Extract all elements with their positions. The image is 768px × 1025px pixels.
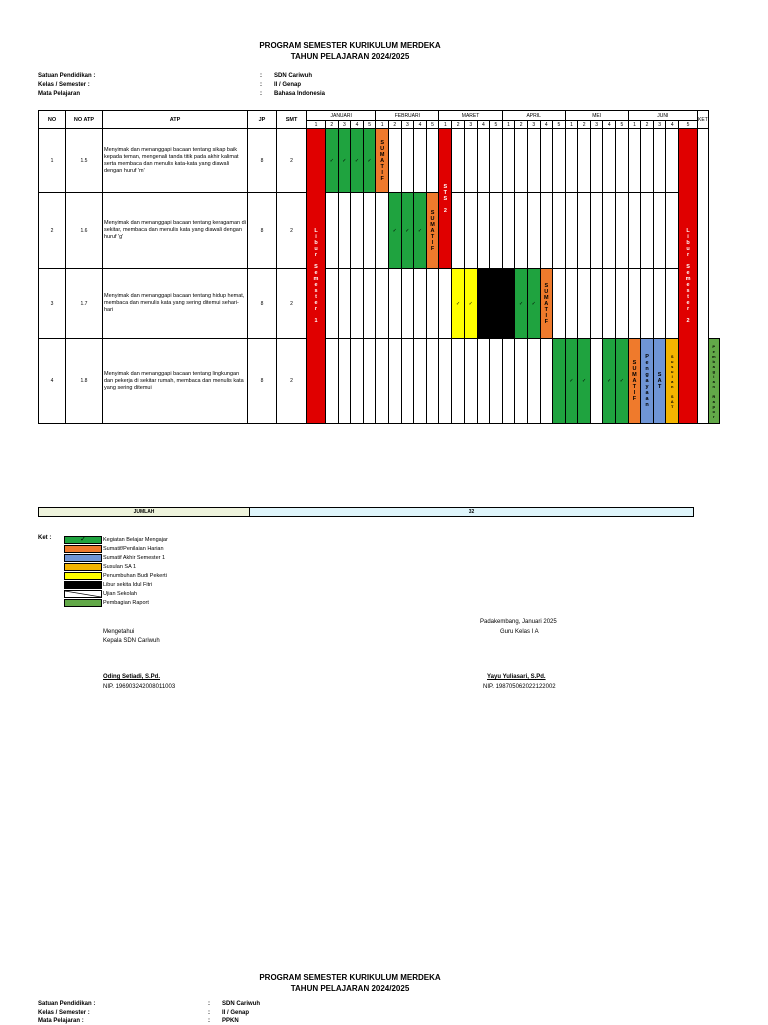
week-number: 5	[490, 121, 503, 129]
week-number: 5	[616, 121, 629, 129]
empty-cell	[477, 193, 490, 269]
empty-cell	[490, 129, 503, 193]
week-number: 3	[527, 121, 540, 129]
legend-text: Penumbuhan Budi Pekerti	[103, 572, 167, 579]
empty-cell	[565, 193, 578, 269]
empty-cell	[338, 193, 351, 269]
empty-cell	[477, 339, 490, 424]
empty-cell	[452, 339, 465, 424]
row-smt: 2	[277, 193, 307, 269]
head-role: Kepala SDN Cariwuh	[103, 638, 160, 644]
footer-info-label: Kelas / Semester :	[38, 1010, 90, 1016]
row-atp: Menyimak dan menanggapi bacaan tentang sikap baik kepada teman, mengenali tanda titik pada akhir kalimat serta membaca dan menulis kata-kata yang diawali dengan huruf 'm'	[103, 129, 248, 193]
empty-cell	[553, 193, 566, 269]
empty-cell	[502, 129, 515, 193]
empty-cell	[388, 129, 401, 193]
empty-cell	[388, 269, 401, 339]
empty-cell	[666, 129, 679, 193]
kbm-cell: ✓	[351, 129, 364, 193]
empty-cell	[338, 269, 351, 339]
week-number: 1	[502, 121, 515, 129]
empty-cell	[641, 129, 654, 193]
empty-cell	[502, 339, 515, 424]
kbm-cell: ✓	[388, 193, 401, 269]
empty-cell	[565, 129, 578, 193]
legend-text: Libur sekita Idul Fitri	[103, 581, 153, 588]
sumatif-text: SUMATIF	[379, 139, 386, 182]
total-row	[38, 507, 694, 517]
legend-text: Ujian Sekolah	[103, 590, 137, 597]
empty-cell	[540, 129, 553, 193]
legend-swatch	[64, 572, 102, 580]
week-number: 4	[603, 121, 616, 129]
empty-cell	[351, 269, 364, 339]
empty-cell	[363, 193, 376, 269]
empty-cell	[326, 193, 339, 269]
row-smt: 2	[277, 339, 307, 424]
info-label-subject: Mata Pelajaran	[38, 91, 81, 97]
empty-cell	[616, 129, 629, 193]
known-label: Mengetahui	[103, 629, 135, 635]
empty-cell	[401, 269, 414, 339]
row-smt: 2	[277, 129, 307, 193]
week-number: 3	[590, 121, 603, 129]
budi-pekerti-cell: ✓	[452, 269, 465, 339]
kbm-cell: ✓	[527, 269, 540, 339]
week-number: 2	[326, 121, 339, 129]
teacher-nip: NIP. 198705062022122002	[483, 684, 556, 690]
week-number: 2	[515, 121, 528, 129]
week-number: 1	[565, 121, 578, 129]
empty-cell	[553, 129, 566, 193]
susulan-sat-cell	[666, 339, 679, 424]
empty-cell	[628, 129, 641, 193]
legend-item	[64, 580, 168, 589]
week-number: 5	[363, 121, 376, 129]
week-number: 5	[679, 121, 698, 129]
footer-subtitle: TAHUN PELAJARAN 2024/2025	[290, 984, 410, 993]
sts-text: STS 2	[442, 183, 449, 214]
row-no: 2	[39, 193, 66, 269]
pembagian-rapor-cell	[708, 339, 719, 424]
footer-info-label: Satuan Pendidikan :	[38, 1001, 96, 1007]
empty-cell	[641, 193, 654, 269]
legend-item	[64, 562, 168, 571]
empty-cell	[653, 269, 666, 339]
teacher-name: Yayu Yuliasari, S.Pd.	[487, 674, 546, 680]
kbm-cell: ✓	[565, 339, 578, 424]
kbm-cell: ✓	[338, 129, 351, 193]
empty-cell	[666, 193, 679, 269]
empty-cell	[490, 193, 503, 269]
legend-swatch	[64, 581, 102, 589]
empty-cell	[414, 339, 427, 424]
month-header: JUNI	[628, 111, 697, 121]
empty-cell	[401, 129, 414, 193]
empty-cell	[653, 193, 666, 269]
empty-cell	[578, 129, 591, 193]
sumatif-cell	[628, 339, 641, 424]
legend-item	[64, 535, 168, 544]
empty-cell	[363, 339, 376, 424]
legend-text: Susulan SA 1	[103, 563, 137, 570]
row-atp: Menyimak dan menanggapi bacaan tentang lingkungan dan pekerja di sekitar rumah, membaca dan menulis kata yang sering ditemui	[103, 339, 248, 424]
empty-cell	[540, 193, 553, 269]
legend-item	[64, 598, 168, 607]
empty-cell	[590, 269, 603, 339]
empty-cell	[578, 269, 591, 339]
week-number: 2	[578, 121, 591, 129]
total-label: JUMLAH	[39, 508, 250, 516]
sat-text: SAT	[656, 372, 663, 390]
sumatif-text: SUMATIF	[429, 209, 436, 252]
legend-item	[64, 589, 168, 598]
empty-cell	[628, 269, 641, 339]
empty-cell	[603, 129, 616, 193]
row-jp: 8	[248, 193, 277, 269]
empty-cell	[616, 193, 629, 269]
info-label-class: Kelas / Semester :	[38, 82, 90, 88]
header-ket: KET	[698, 111, 709, 129]
footer-title: PROGRAM SEMESTER KURIKULUM MERDEKA	[259, 973, 441, 982]
week-number: 1	[376, 121, 389, 129]
legend-text: Sumatif Akhir Semester 1	[103, 554, 166, 561]
table-row	[39, 193, 720, 269]
legend-swatch	[64, 599, 102, 607]
empty-cell	[540, 339, 553, 424]
legend-text: Kegiatan Belajar Mengajar	[103, 536, 168, 543]
week-number: 1	[628, 121, 641, 129]
sumatif-text: SUMATIF	[631, 360, 638, 402]
info-colon: :	[260, 91, 262, 97]
header-no-atp: NO ATP	[66, 111, 103, 129]
header-atp: ATP	[103, 111, 248, 129]
footer-info-colon: :	[208, 1018, 210, 1024]
row-jp: 8	[248, 339, 277, 424]
week-number: 1	[307, 121, 326, 129]
sumatif-cell	[376, 129, 389, 193]
libur-idul-fitri-cell	[477, 269, 490, 339]
info-label-school: Satuan Pendidikan :	[38, 73, 96, 79]
row-no-atp: 1.6	[66, 193, 103, 269]
month-header: MEI	[565, 111, 628, 121]
libur-semester-1-cell	[307, 129, 326, 424]
empty-cell	[414, 129, 427, 193]
empty-cell	[653, 129, 666, 193]
empty-cell	[590, 193, 603, 269]
info-colon: :	[260, 82, 262, 88]
empty-cell	[426, 129, 439, 193]
legend-swatch	[64, 545, 102, 553]
total-value: 32	[250, 508, 693, 516]
row-no: 4	[39, 339, 66, 424]
pembagian-rapor-text: Pembagian Rapor	[711, 343, 717, 419]
kbm-cell: ✓	[326, 129, 339, 193]
budi-pekerti-cell: ✓	[464, 269, 477, 339]
month-header: APRIL	[502, 111, 565, 121]
legend-item	[64, 571, 168, 580]
month-header: FEBRUARI	[376, 111, 439, 121]
row-no-atp: 1.7	[66, 269, 103, 339]
empty-cell	[464, 193, 477, 269]
week-number: 2	[388, 121, 401, 129]
pengayaan-text: Pengayaan	[644, 354, 651, 408]
legend-item	[64, 544, 168, 553]
legend-item	[64, 553, 168, 562]
row-jp: 8	[248, 129, 277, 193]
empty-cell	[515, 193, 528, 269]
row-atp: Menyimak dan menanggapi bacaan tentang keragaman di sekitar, membaca dan menulis kata yang diawali dengan huruf 'g'	[103, 193, 248, 269]
empty-cell	[376, 269, 389, 339]
empty-cell	[553, 269, 566, 339]
empty-cell	[527, 129, 540, 193]
empty-cell	[578, 193, 591, 269]
week-number: 4	[540, 121, 553, 129]
week-number: 1	[439, 121, 452, 129]
empty-cell	[426, 339, 439, 424]
empty-cell	[641, 269, 654, 339]
empty-cell	[338, 339, 351, 424]
sts-cell	[439, 129, 452, 269]
sumatif-text: SUMATIF	[543, 282, 550, 325]
empty-cell	[388, 339, 401, 424]
susulan-sat-text: Susulan SAT	[669, 353, 675, 409]
row-jp: 8	[248, 269, 277, 339]
sumatif-cell	[540, 269, 553, 339]
libur-semester-2-text: Libur Semester 2	[685, 228, 692, 324]
kbm-cell: ✓	[363, 129, 376, 193]
kbm-cell: ✓	[401, 193, 414, 269]
week-number: 4	[351, 121, 364, 129]
footer-info-value: II / Genap	[222, 1010, 250, 1016]
empty-cell	[464, 339, 477, 424]
head-name: Oding Setiadi, S.Pd.	[103, 674, 161, 680]
empty-cell	[401, 339, 414, 424]
week-number: 2	[641, 121, 654, 129]
week-number: 3	[653, 121, 666, 129]
month-header: JANUARI	[307, 111, 376, 121]
info-value-class: II / Genap	[274, 82, 302, 88]
empty-cell	[439, 269, 452, 339]
footer-info-value: PPKN	[222, 1018, 239, 1024]
empty-cell	[326, 269, 339, 339]
row-atp: Menyimak dan menanggapi bacaan tentang hidup hemat, membaca dan menulis kata yang sering ditemui sehari-hari	[103, 269, 248, 339]
legend-title: Ket :	[38, 535, 52, 541]
empty-cell	[515, 339, 528, 424]
empty-cell	[351, 339, 364, 424]
empty-cell	[414, 269, 427, 339]
empty-cell	[452, 129, 465, 193]
place-date: Padakembang, Januari 2025	[480, 619, 557, 625]
legend-swatch: ✓	[64, 536, 102, 544]
empty-cell	[376, 339, 389, 424]
sat-cell	[653, 339, 666, 424]
empty-cell	[603, 193, 616, 269]
teacher-role: Guru Kelas I A	[500, 629, 539, 635]
row-smt: 2	[277, 269, 307, 339]
footer-info-colon: :	[208, 1010, 210, 1016]
footer-info-value: SDN Cariwuh	[222, 1001, 261, 1007]
document-title: PROGRAM SEMESTER KURIKULUM MERDEKA	[259, 41, 441, 50]
diagonal-line-icon	[65, 591, 101, 597]
week-number: 5	[553, 121, 566, 129]
row-no-atp: 1.5	[66, 129, 103, 193]
empty-cell	[477, 129, 490, 193]
kbm-cell: ✓	[515, 269, 528, 339]
empty-cell	[565, 269, 578, 339]
empty-cell	[426, 269, 439, 339]
row-no: 3	[39, 269, 66, 339]
ket-cell	[698, 129, 709, 424]
empty-cell	[527, 339, 540, 424]
semester-program-table	[38, 110, 720, 424]
row-no-atp: 1.8	[66, 339, 103, 424]
sumatif-cell	[426, 193, 439, 269]
libur-semester-2-cell	[679, 129, 698, 424]
legend-swatch	[64, 554, 102, 562]
legend-swatch	[64, 590, 102, 598]
empty-cell	[527, 193, 540, 269]
table-row	[39, 129, 720, 193]
legend-swatch	[64, 563, 102, 571]
week-number: 5	[426, 121, 439, 129]
libur-idul-fitri-cell	[502, 269, 515, 339]
empty-cell	[590, 129, 603, 193]
empty-cell	[502, 193, 515, 269]
info-value-subject: Bahasa Indonesia	[274, 91, 326, 97]
week-number: 3	[338, 121, 351, 129]
empty-cell	[603, 269, 616, 339]
week-number: 2	[452, 121, 465, 129]
month-header: MARET	[439, 111, 502, 121]
empty-cell	[464, 129, 477, 193]
week-number: 3	[464, 121, 477, 129]
header-no: NO	[39, 111, 66, 129]
week-number: 4	[477, 121, 490, 129]
kbm-cell: ✓	[414, 193, 427, 269]
legend	[64, 535, 168, 607]
pengayaan-cell	[641, 339, 654, 424]
info-colon: :	[260, 73, 262, 79]
row-no: 1	[39, 129, 66, 193]
kbm-cell: ✓	[616, 339, 629, 424]
kbm-cell: ✓	[578, 339, 591, 424]
header-jp: JP	[248, 111, 277, 129]
footer-info-colon: :	[208, 1001, 210, 1007]
head-nip: NIP. 196903242008011003	[103, 684, 176, 690]
table-row	[39, 339, 720, 424]
empty-cell	[515, 129, 528, 193]
empty-cell	[326, 339, 339, 424]
empty-cell	[363, 269, 376, 339]
empty-cell	[452, 193, 465, 269]
info-value-school: SDN Cariwuh	[274, 73, 313, 79]
kbm-cell	[553, 339, 566, 424]
legend-text: Sumatif/Penilaian Harian	[103, 545, 164, 552]
empty-cell	[376, 193, 389, 269]
empty-cell	[439, 339, 452, 424]
document-subtitle: TAHUN PELAJARAN 2024/2025	[290, 52, 410, 61]
legend-text: Pembagian Raport	[103, 599, 149, 606]
header-smt: SMT	[277, 111, 307, 129]
kbm-cell: ✓	[603, 339, 616, 424]
week-number: 3	[401, 121, 414, 129]
empty-cell	[590, 339, 603, 424]
libur-idul-fitri-cell	[490, 269, 503, 339]
libur-semester-1-text: Libur Semester 1	[313, 228, 319, 324]
week-number: 4	[414, 121, 427, 129]
table-row	[39, 269, 720, 339]
empty-cell	[628, 193, 641, 269]
empty-cell	[351, 193, 364, 269]
empty-cell	[490, 339, 503, 424]
footer-info-label: Mata Pelajaran :	[38, 1018, 84, 1024]
empty-cell	[616, 269, 629, 339]
week-number: 4	[666, 121, 679, 129]
